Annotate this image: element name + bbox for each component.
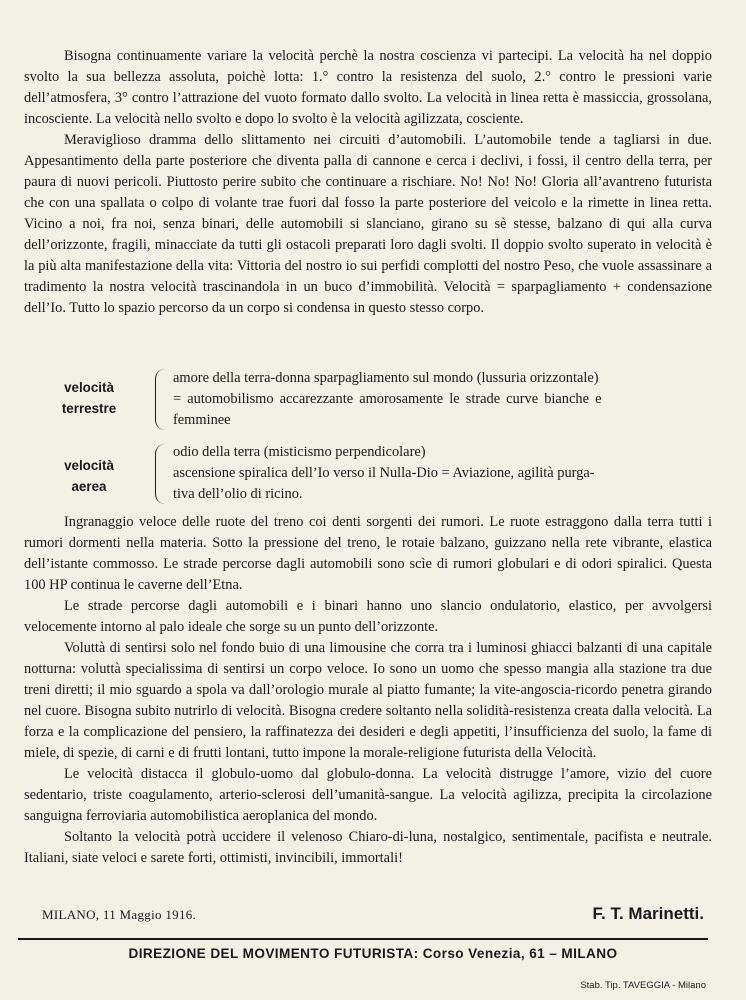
author-signature: F. T. Marinetti. — [592, 904, 704, 923]
brace-label-line: velocità — [64, 458, 114, 473]
paragraph: Meraviglioso dramma dello slittamento nei circuiti d’automobili. L’automobile tende a tagliarsi in due. Appesantimento della parte posteriore che diventa palla di cannone e cerca i declivi, i fossi, il centro della terra, per paura di nuovi pericoli. Piuttosto perire subito che continuare a rischiare. No! No! No! Gloria all’avantreno futurista che con una spallata o colpo di volante trae fuori dal fosso la parte posteriore del veicolo e la rimette in linea retta. Vicino a noi, fra noi, senza binari, delle automobili si slanciano, girano su sè stesse, balzano di qui alla curva dell’orizzonte, fragili, minacciate da tutti gli ostacoli preparati loro dagli svolti. Il doppio svolto superato in velocità è la più alta manifestazione della vita: Vittoria del nostro io sui perfidi complotti del nostro Peso, che vuole assassinare a tradimento la nostra velocità trascinandola in un buco d’immobilità. Velocità = sparpagliamento + condensazione dell’Io. Tutto lo spazio percorso da un corpo si condensa in questo stesso corpo. — [24, 132, 712, 316]
bottom-text-block — [24, 512, 712, 869]
brace-label-line: terrestre — [61, 401, 117, 416]
brace-line: ascensione spiralica dell’Io verso il Nulla-Dio = Aviazione, agilità purga- — [173, 465, 595, 481]
paragraph: Voluttà di sentirsi solo nel fondo buio di una limousine che corra tra i luminosi ghiacci balzanti di una capitale notturna: voluttà specialissima di sentirsi un corpo veloce. Io sono un uomo che spesso mangia alla stazione tra due treni diretti; il mio sguardo a spola va dall’orologio murale al piatto fumante; la vite-angoscia-ricordo penetra girando nel cuore. Bisogna subito nutrirlo di velocità. Bisogna credere soltanto nella solidità-resistenza creata dalla velocità. La forza e la complicazione del pensiero, la raffinatezza dei desideri e degli appetiti, l’insufficienza del suolo, la fame di miele, di spezie, di carni e di frutti lontani, tutto impone la morale-religione futurista della Velocità. — [24, 640, 712, 761]
place-date: MILANO, 11 Maggio 1916. — [42, 907, 197, 922]
brace-line: amore della terra-donna sparpagliamento sul mondo (lussuria orizzontale) — [173, 370, 599, 386]
footer-address: DIREZIONE DEL MOVIMENTO FUTURISTA: Corso Venezia, 61 – MILANO — [128, 946, 618, 961]
signature-line — [42, 904, 712, 928]
paragraph: Ingranaggio veloce delle ruote del treno coi denti sorgenti dei rumori. Le ruote estraggono dalla terra tutti i rumori dormenti nella materia. Sotto la pressione del treno, le rotaie balzano, guizzano nella rete vibrante, elastica dell’istante commosso. Le strade percorse dagli automobili sono scìe di rumori globulari e di odori spiralici. Questa 100 HP continua le caverne dell’Etna. — [24, 514, 712, 593]
brace-line: odio della terra (misticismo perpendicolare) — [173, 444, 426, 460]
paragraph: Le velocità distacca il globulo-uomo dal globulo-donna. La velocità distrugge l’amore, vizio del cuore sedentario, triste coagulamento, arterio-sclerosi dell’umanità-sangue. La velocità agilizza, precipita la circolazione sanguigna ferroviaria automobilistica aeroplanica del mondo. — [24, 766, 712, 824]
brace-label-line: velocità — [64, 380, 114, 395]
brace-line: tiva dell’olio di ricino. — [173, 486, 303, 502]
printer-credit: Stab. Tip. TAVEGGIA - Milano — [580, 980, 706, 991]
footer-divider — [18, 938, 708, 940]
brace-label — [24, 455, 154, 497]
curly-brace — [155, 369, 168, 430]
brace-label-line: aerea — [71, 479, 107, 494]
paragraph: Bisogna continuamente variare la velocità perchè la nostra coscienza vi partecipi. La velocità ha nel doppio svolto la sua bellezza assoluta, poichè lotta: 1.° contro la resistenza del suolo, 2.° contro le pressioni varie dell’atmosfera, 3° contro l’attrazione del vuoto formato dallo svolto. La velocità in linea retta è massiccia, grossolana, incosciente. La velocità nello svolto e dopo lo svolto è la velocità agilizzata, cosciente. — [24, 48, 712, 127]
curly-brace — [155, 444, 168, 504]
brace-line: = automobilismo accarezzante amorosamente le strade curve bianche e — [173, 391, 602, 407]
paragraph: Le strade percorse dagli automobili e i binari hanno uno slancio ondulatorio, elastico, per avvolgersi velocemente intorno al palo ideale che sorge su un punto dell’orizzonte. — [24, 598, 712, 635]
brace-label — [24, 377, 154, 419]
top-text-block — [24, 44, 712, 319]
paragraph: Soltanto la velocità potrà uccidere il velenoso Chiaro-di-luna, nostalgico, sentimentale, pacifista e neutrale. Italiani, siate veloci e sarete forti, ottimisti, invincibili, immortali! — [24, 829, 712, 866]
brace-lines — [173, 368, 714, 431]
brace-line: femminee — [173, 412, 231, 428]
brace-lines — [173, 442, 714, 505]
